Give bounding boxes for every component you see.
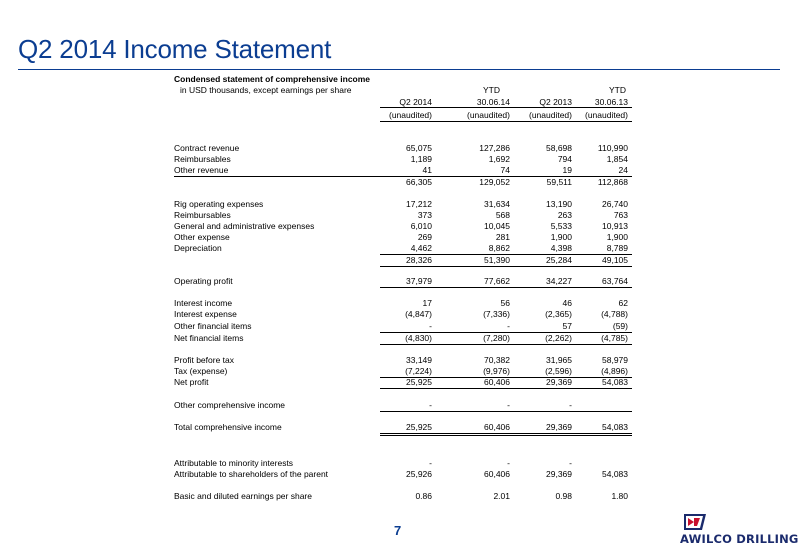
row-label: Reimbursables bbox=[174, 210, 231, 220]
cell: - bbox=[507, 458, 510, 468]
table-row bbox=[174, 469, 632, 480]
cell: 129,052 bbox=[479, 177, 510, 187]
table-row bbox=[174, 491, 632, 502]
cell: 60,406 bbox=[484, 422, 510, 432]
table-row bbox=[174, 276, 632, 287]
cell: 4,462 bbox=[410, 243, 432, 253]
cell: 2.01 bbox=[493, 491, 510, 501]
company-logo bbox=[680, 512, 799, 546]
cell: (4,830) bbox=[405, 333, 432, 343]
table-row bbox=[174, 199, 632, 210]
ytd-header-2014: YTD bbox=[483, 85, 500, 95]
row-label: Basic and diluted earnings per share bbox=[174, 491, 312, 501]
ytd-header-2013: YTD bbox=[609, 85, 626, 95]
row-label: Other revenue bbox=[174, 165, 229, 175]
cell: 25,925 bbox=[406, 422, 432, 432]
cell: (9,976) bbox=[483, 366, 510, 376]
cell: 127,286 bbox=[479, 143, 510, 153]
cell: 26,740 bbox=[602, 199, 628, 209]
row-label: Operating profit bbox=[174, 276, 233, 286]
row-label: Interest income bbox=[174, 298, 233, 308]
cell: 1,692 bbox=[488, 154, 510, 164]
table-row-subtotal bbox=[174, 177, 632, 188]
cell: 13,190 bbox=[546, 199, 572, 209]
cell: 60,406 bbox=[484, 377, 510, 387]
col-audit-3: (unaudited) bbox=[528, 110, 572, 120]
table-row bbox=[174, 422, 632, 433]
cell: 1.80 bbox=[611, 491, 628, 501]
cell: 8,789 bbox=[606, 243, 628, 253]
statement-caption: Condensed statement of comprehensive income bbox=[174, 74, 371, 84]
cell: - bbox=[429, 458, 432, 468]
cell: (4,847) bbox=[405, 309, 432, 319]
cell: - bbox=[569, 458, 572, 468]
col-header-ytd-2013: 30.06.13 bbox=[594, 97, 628, 107]
operating-profit-rule bbox=[380, 287, 632, 288]
cell: 54,083 bbox=[602, 377, 628, 387]
table-row-subtotal bbox=[174, 333, 632, 344]
cell: 112,868 bbox=[597, 177, 628, 187]
row-label: Reimbursables bbox=[174, 154, 231, 164]
cell: 46 bbox=[562, 298, 572, 308]
cell: 110,990 bbox=[597, 143, 628, 153]
table-row bbox=[174, 355, 632, 366]
row-label: Other expense bbox=[174, 232, 230, 242]
cell: 60,406 bbox=[484, 469, 510, 479]
table-row bbox=[174, 400, 632, 411]
row-label: Other comprehensive income bbox=[174, 400, 286, 410]
row-label: Other financial items bbox=[174, 321, 252, 331]
statement-subcaption: in USD thousands, except earnings per share bbox=[180, 85, 352, 95]
col-audit-1: (unaudited) bbox=[388, 110, 432, 120]
cell: 1,854 bbox=[606, 154, 628, 164]
cell: 28,326 bbox=[406, 255, 432, 265]
table-row bbox=[174, 309, 632, 320]
header-rule bbox=[380, 107, 632, 108]
row-label: Depreciation bbox=[174, 243, 222, 253]
cell: - bbox=[569, 400, 572, 410]
cell: 269 bbox=[417, 232, 432, 242]
row-label: Interest expense bbox=[174, 309, 237, 319]
cell: (2,596) bbox=[545, 366, 572, 376]
cell: 59,511 bbox=[546, 177, 572, 187]
cell: 70,382 bbox=[484, 355, 510, 365]
total-double-rule-2 bbox=[380, 435, 632, 436]
cell: 10,913 bbox=[602, 221, 628, 231]
cell: 25,925 bbox=[406, 377, 432, 387]
cell: 10,045 bbox=[484, 221, 510, 231]
row-label: Tax (expense) bbox=[174, 366, 228, 376]
cell: 29,369 bbox=[546, 377, 572, 387]
table-row bbox=[174, 298, 632, 309]
col-header-q2-2013: Q2 2013 bbox=[539, 97, 572, 107]
col-header-q2-2014: Q2 2014 bbox=[399, 97, 432, 107]
cell: 4,398 bbox=[550, 243, 572, 253]
cell: 763 bbox=[613, 210, 628, 220]
flag-icon bbox=[682, 512, 708, 532]
cell: (2,365) bbox=[545, 309, 572, 319]
cell: 17,212 bbox=[406, 199, 432, 209]
cell: 25,926 bbox=[406, 469, 432, 479]
cell: 1,900 bbox=[606, 232, 628, 242]
cell: 37,979 bbox=[406, 276, 432, 286]
subtotal-bottom-rule bbox=[380, 388, 632, 389]
cell: 74 bbox=[500, 165, 510, 175]
total-double-rule-1 bbox=[380, 433, 632, 434]
table-row bbox=[174, 321, 632, 332]
cell: 1,900 bbox=[550, 232, 572, 242]
cell: - bbox=[507, 400, 510, 410]
cell: - bbox=[429, 321, 432, 331]
cell: 281 bbox=[495, 232, 510, 242]
cell: 41 bbox=[422, 165, 432, 175]
subtotal-bottom-rule bbox=[380, 344, 632, 345]
table-row bbox=[174, 221, 632, 232]
cell: 54,083 bbox=[602, 422, 628, 432]
cell: 5,533 bbox=[550, 221, 572, 231]
header-rule-2 bbox=[380, 121, 632, 122]
cell: (4,785) bbox=[601, 333, 628, 343]
row-label: Attributable to shareholders of the parent bbox=[174, 469, 329, 479]
cell: 0.98 bbox=[555, 491, 572, 501]
page-title: Q2 2014 Income Statement bbox=[18, 34, 332, 64]
row-label: Contract revenue bbox=[174, 143, 240, 153]
cell: 66,305 bbox=[406, 177, 432, 187]
row-label: Rig operating expenses bbox=[174, 199, 264, 209]
cell: 33,149 bbox=[406, 355, 432, 365]
row-label: Attributable to minority interests bbox=[174, 458, 294, 468]
cell: (4,788) bbox=[601, 309, 628, 319]
cell: 56 bbox=[500, 298, 510, 308]
cell: 568 bbox=[495, 210, 510, 220]
cell: 29,369 bbox=[546, 422, 572, 432]
cell: 6,010 bbox=[410, 221, 432, 231]
cell: (59) bbox=[612, 321, 628, 331]
cell: 58,698 bbox=[546, 143, 572, 153]
table-row bbox=[174, 165, 632, 176]
table-row bbox=[174, 232, 632, 243]
logo-text: AWILCO DRILLING bbox=[680, 532, 799, 546]
cell: 77,662 bbox=[484, 276, 510, 286]
cell: 25,284 bbox=[546, 255, 572, 265]
page-number: 7 bbox=[394, 523, 402, 538]
cell: 24 bbox=[618, 165, 628, 175]
cell: 57 bbox=[562, 321, 572, 331]
cell: 31,634 bbox=[484, 199, 510, 209]
row-label: Profit before tax bbox=[174, 355, 235, 365]
subtotal-rule bbox=[380, 411, 632, 412]
cell: 63,764 bbox=[602, 276, 628, 286]
cell: 34,227 bbox=[546, 276, 572, 286]
cell: - bbox=[429, 400, 432, 410]
cell: (2,262) bbox=[545, 333, 572, 343]
cell: 373 bbox=[417, 210, 432, 220]
cell: 263 bbox=[557, 210, 572, 220]
table-row bbox=[174, 458, 632, 469]
cell: (4,896) bbox=[601, 366, 628, 376]
cell: (7,280) bbox=[483, 333, 510, 343]
table-row bbox=[174, 210, 632, 221]
cell: 1,189 bbox=[410, 154, 432, 164]
cell: - bbox=[507, 321, 510, 331]
cell: 54,083 bbox=[602, 469, 628, 479]
cell: 65,075 bbox=[406, 143, 432, 153]
col-audit-4: (unaudited) bbox=[584, 110, 628, 120]
cell: 31,965 bbox=[546, 355, 572, 365]
cell: 794 bbox=[557, 154, 572, 164]
cell: 51,390 bbox=[484, 255, 510, 265]
cell: (7,224) bbox=[405, 366, 432, 376]
cell: 58,979 bbox=[602, 355, 628, 365]
row-label: General and administrative expenses bbox=[174, 221, 315, 231]
title-underline bbox=[18, 69, 780, 70]
table-row bbox=[174, 366, 632, 377]
table-row-subtotal bbox=[174, 255, 632, 266]
table-row bbox=[174, 243, 632, 254]
cell: 0.86 bbox=[415, 491, 432, 501]
table-row bbox=[174, 154, 632, 165]
cell: 49,105 bbox=[602, 255, 628, 265]
subtotal-bottom-rule bbox=[380, 266, 632, 267]
col-audit-2: (unaudited) bbox=[466, 110, 510, 120]
table-row bbox=[174, 143, 632, 154]
row-label: Net profit bbox=[174, 377, 209, 387]
col-header-ytd-2014: 30.06.14 bbox=[476, 97, 510, 107]
cell: 19 bbox=[562, 165, 572, 175]
cell: (7,336) bbox=[483, 309, 510, 319]
table-row-subtotal bbox=[174, 377, 632, 388]
row-label: Total comprehensive income bbox=[174, 422, 282, 432]
cell: 62 bbox=[618, 298, 628, 308]
cell: 8,862 bbox=[488, 243, 510, 253]
row-label: Net financial items bbox=[174, 333, 244, 343]
cell: 29,369 bbox=[546, 469, 572, 479]
cell: 17 bbox=[422, 298, 432, 308]
